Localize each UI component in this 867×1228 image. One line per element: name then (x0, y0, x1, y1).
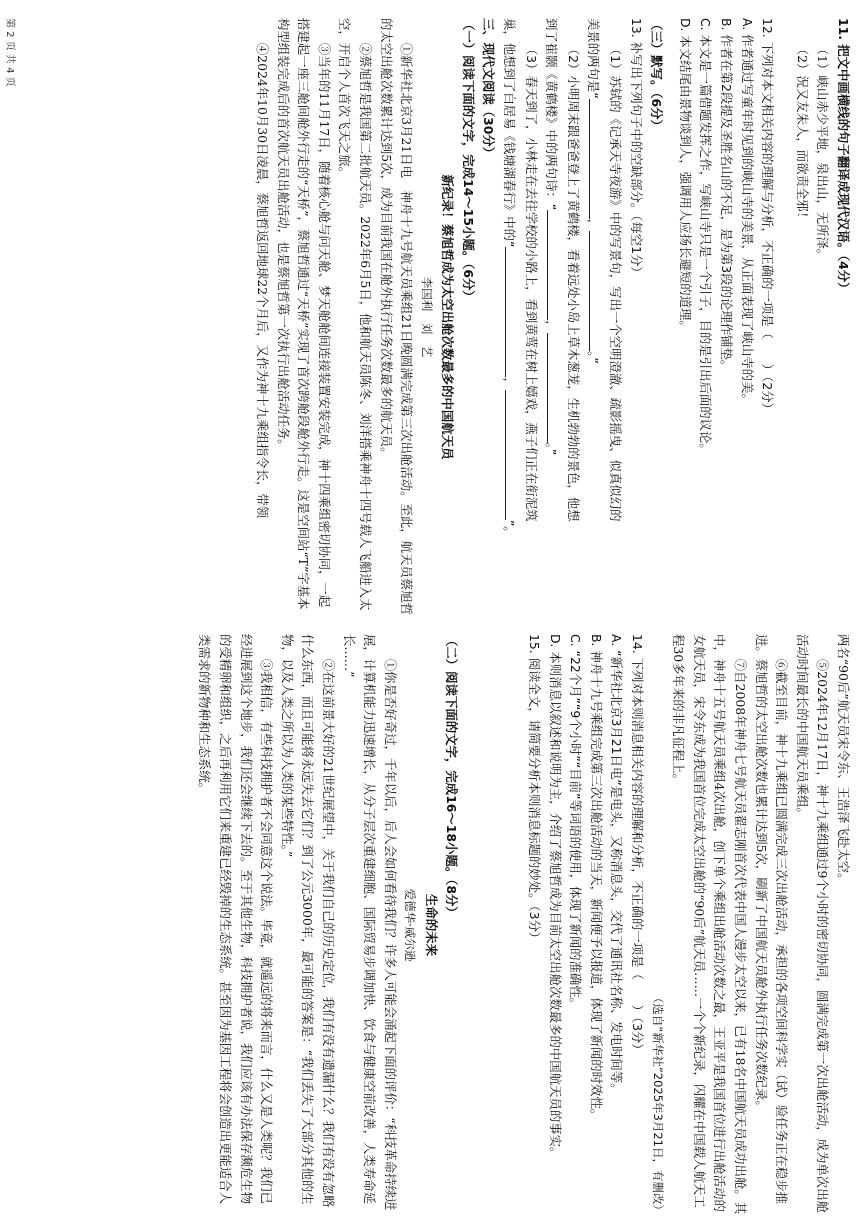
q14-option-d: D. 本则消息以叙述和说明为主，介绍了蔡旭哲成为目前太空出舱次数最多的中国航天员的事实。 (547, 634, 563, 1160)
q13-2-line1: （2）小明周末跟爸爸登上了黄鹤楼，看着远处小岛上草木葱茏，生机勃勃的景色，他想 (565, 42, 581, 522)
right-column (15, 634, 853, 1216)
q14-stem: 14. 下列对本则消息相关内容的理解和分析，不正确的一项是（ ）（3分） (630, 634, 646, 1056)
spacer (777, 18, 791, 616)
q13-3-comma: ， (502, 377, 518, 390)
q13-2-blank-b[interactable] (547, 333, 562, 443)
q14-option-b: B. 神舟十九号乘组完成第三次出舱活动的当天，新闻便予以报道，体现了新闻的时效性。 (588, 634, 604, 1122)
q13-2-comma: ， (544, 320, 560, 333)
q13-1-blank-b[interactable] (589, 231, 604, 351)
q13-2-blank-a[interactable] (547, 210, 562, 320)
q12-option-c: C. 本文是一篇借题发挥之作，写峡山寺只是一个引子，目的是引出后面的议论。 (698, 18, 714, 456)
news-paragraph-4: ④2024年10月30日凌晨，蔡旭哲返回地球22个月后，又作为神十九乘组指令长，带领 (254, 42, 270, 519)
q13-1-comma: ， (586, 218, 602, 232)
q13-3-lead: 巢，他想到了白居易《钱塘湖春行》中的“ (502, 18, 518, 248)
q13-3-line1: （3）春天到了，小林走在去往学校的小路上，看到黄莺在树上嬉戏，燕子们正在衔泥筑 (523, 42, 539, 522)
section-modern-1: （一）阅读下面的文字，完成14～15小题。（6分） (460, 18, 476, 303)
q12-option-d: D. 本文结尾由景物谈到人，强调用人应扬长避短的道理。 (677, 18, 693, 333)
q15-answer-space[interactable] (462, 634, 524, 1216)
q13-stem: 13. 补写出下列句子中的空缺部分。（每空1分） (628, 18, 644, 279)
q12-option-b: B. 作者在第2段提及圣胜名山的不足，是为第3段的论理作铺垫。 (719, 18, 735, 373)
news-paragraph-3: ③当年的11月17日，随着核心舱与问天舱、梦天舱舱间连接装置安装完成，神十四乘组密切协同，一起搭建起一座三舱间舱外行走的“天桥”，蔡旭哲通过“天桥”实现了首次跨舱段舱外行走。这是空间站“T”字基本构型组装完成后的首次航天员出舱活动，也是蔡旭哲第一次执行出舱活动任务。 (275, 18, 332, 610)
q11-sentence-2: （2）況又友朱人，而欲责全邪！ (794, 42, 810, 225)
section-modern-reading: 三、现代文阅读（30分） (481, 18, 497, 160)
q13-2-line2 (541, 18, 563, 616)
q12-stem: 12. 下列对本文相关内容的理解与分析，不正确的一项是（ ）（2分） (760, 18, 776, 416)
q12-option-a: A. 作者通过写童年时见到的峡山寺的美景，从正面表现了峡山寺的美。 (739, 18, 755, 406)
q13-3-line2 (499, 18, 521, 616)
q13-2-lead: 到了崔颢《黄鹤楼》中的两句诗：“ (544, 18, 560, 211)
q13-1-blank-a[interactable] (589, 99, 604, 219)
page-footer: 第 2 页 共 4 页 (4, 18, 15, 87)
q14-option-c: C. “22个月”“9个小时”“目前”等词语的使用，体现了新闻的准确性。 (568, 634, 584, 1011)
q13-3-end: ”。 (502, 519, 518, 539)
essay-paragraph-2: ②在这前景大好的21世纪展望中，关于我们自己的历史定位，我们有没有遗漏什么？我们有没有忽略什么东西，而且可能将永远失去它们？到了公元3000年，最可能的答案是：“我们丢失了大部分其他的生物，以及人类之所以为人类的某些特性。” (279, 634, 336, 1208)
section-dictation: （三）默写。（6分） (649, 18, 665, 132)
q13-2-end: 。” (544, 442, 560, 456)
essay-author: 爱德华·威尔逊 (403, 888, 418, 962)
q11-sentence-1: （1）峡山赤少平地，泉出山，无所泽。 (815, 42, 831, 262)
news-paragraph-5: ⑤2024年12月17日，神十九乘组通过9个小时的密切协同，圆满完成第一次出舱活动，成为单次出舱活动时间最长的中国航天员乘组。 (794, 634, 831, 1213)
news-title: 新纪录！蔡旭哲成为太空出舱次数最多的中国航天员 (440, 174, 456, 460)
q13-3-blank-b[interactable] (505, 390, 520, 520)
essay-paragraph-3: ③我相信，有些科技拥护者不会同意这个说法。毕竟，就遥远的将来而言，什么又是人类呢？我们已经进展到这个地步，我们还会继续下去的。至于其他生物，科技拥护者说，我们应该有办法保存濒危生物的受精卵和组织，之后再利用它们来重建已经毁掉的生态系统。甚至因为基因工程将会创造出更能适合人类需求的新物种和生态系统。 (197, 634, 275, 1204)
news-source: （选自“新华社”2025年3月21日，有删改） (650, 991, 665, 1216)
news-paragraph-7: ⑦自2008年神舟七号航天员翟志刚首次代表中国人漫步太空以来，已有18名中国航天员成功出舱。其中，神舟十五号航天员乘组4次出舱，创下单个乘组出舱活动次数之最，王亚平是我国首位进行出舱活动的女航天员，宋令东成为我国首位完成太空出舱的“90后”航天员……一个个新纪录，闪耀在中国载人航天工程30多年来的非凡征程上。 (671, 634, 749, 1215)
q13-1-line2 (583, 18, 605, 616)
spacer (666, 18, 674, 616)
q13-3-blank-a[interactable] (505, 247, 520, 377)
q13-1-end: 。” (586, 351, 602, 364)
news-paragraph-2: ②蔡旭哲是我国第二批航天员。2022年6月5日，他和航天员陈冬、刘洋搭乘神舟十四号载人飞船进入太空，开启个人首次飞天之旅。 (337, 18, 373, 611)
news-paragraph-6: ⑥截至目前，神十九乘组已圆满完成三次出舱活动，承担的各项空间科学实（试）验任务正在稳步推进。蔡旭哲的太空出舱次数也累计达到5次，刷新了中国航天员舱外执行任务次数纪录。 (753, 634, 790, 1204)
section-reading-2: （二）阅读下面的文字，完成16～18小题。（8分） (444, 634, 460, 919)
q13-1-line1: （1）苏轼的《记承天寺夜游》中的写景句，写出一个空明澄澈、疏影摇曳、似真似幻的 (608, 42, 624, 522)
q11-stem: 11. 把文中画横线的句子翻译成现代汉语。（4分） (836, 18, 851, 295)
essay-title: 生命的未来 (423, 894, 439, 956)
news-paragraph-4-cont: 两名“90后”航天员宋令东、王浩泽飞赴太空。 (836, 634, 851, 886)
q13-1-lead: 美景的两句是“ (586, 18, 602, 99)
news-paragraph-1: ①新华社北京3月21日电 神舟十九号航天员乘组21日晚圆满完成第三次出舱活动。至此，航天员蔡旭哲的太空出舱次数累计达到5次，成为目前我国在舱外执行任务次数最多的航天员。 (378, 18, 415, 616)
essay-paragraph-1: ①你是否好奇过，千年以后，后人会如何看待我们？许多人可能会涌起下面的评价：“科技革命持续进展，计算机能力迅速增长，从分子层次重建细胞、国际贸易步调加快、饮食与健康空前改善，人类寿命延长……” (341, 634, 398, 1211)
news-authors: 李国利 刘 艺 (419, 276, 434, 358)
q14-option-a: A. “新华社北京3月21日电”是电头，又称消息头，交代了通讯社名称、发电时间等。 (609, 634, 625, 1096)
q15-stem: 15. 阅读全文，请简要分析本则消息标题的妙处。（3分） (527, 634, 543, 945)
left-column (15, 18, 853, 616)
